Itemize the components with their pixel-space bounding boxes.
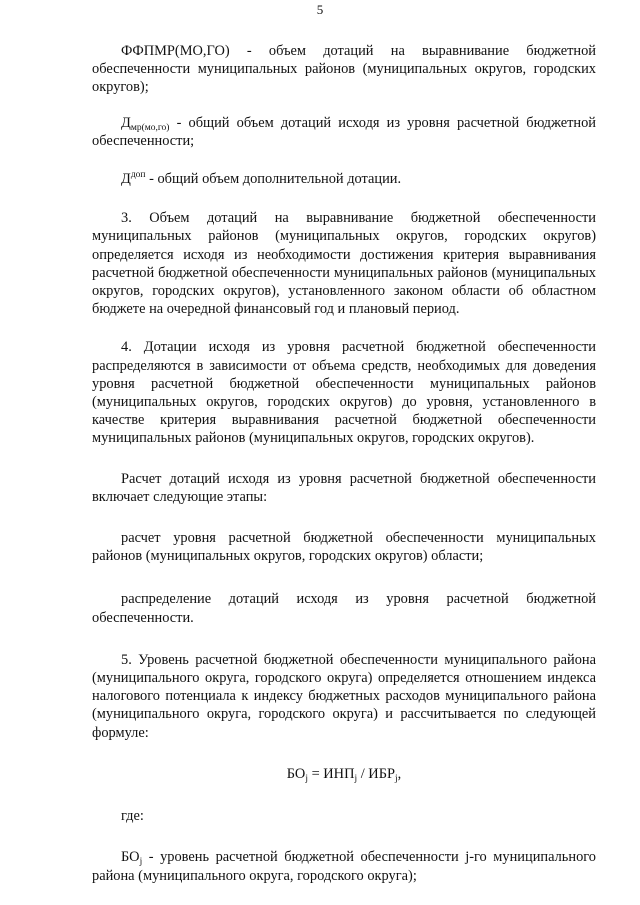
document-body <box>92 42 596 885</box>
paragraph-stage-2: распределение дотаций исходя из уровня расчетной бюджетной обеспеченности. <box>92 591 596 626</box>
term-d: Д <box>121 171 131 188</box>
definition-text: - уровень расчетной бюджетной обеспеченности j-го муниципального района (муниципального округа, городского округа); <box>92 849 596 884</box>
term-d: Д <box>121 114 131 131</box>
term-subscript: мр(мо,го) <box>130 122 170 133</box>
paragraph-bo-definition <box>92 848 596 884</box>
term-bo: БО <box>121 849 140 866</box>
definition-text: - общий объем дотаций исходя из уровня расчетной бюджетной обеспеченности; <box>92 114 596 149</box>
paragraph-calculation-stages: Расчет дотаций исходя из уровня расчетной бюджетной обеспеченности включает следующие этапы: <box>92 470 596 505</box>
formula-bo: $БО_j = ИНП_j / ИБР_j$, <box>286 765 402 784</box>
paragraph-ddop-definition <box>92 170 596 188</box>
term-superscript: доп <box>130 170 146 181</box>
definition-text: - общий объем дополнительной дотации. <box>145 171 402 188</box>
definition-text: - объем дотаций на выравнивание бюджетной обеспеченности муниципальных районов (муниципальных округов, городских округов); <box>92 43 596 96</box>
paragraph-stage-1: расчет уровня расчетной бюджетной обеспеченности муниципальных районов (муниципальных округов, городских округов) области; <box>92 530 596 565</box>
page-number: 5 <box>316 2 324 17</box>
paragraph-4: 4. Дотации исходя из уровня расчетной бюджетной обеспеченности распределяются в зависимости от объема средств, необходимых для доведения уровня расчетной бюджетной обеспеченности муниципальных районов (муниципальных округов, городских округов) до уровня, установленного в качестве критерия выравнивания расчетной бюджетной обеспеченности муниципальных районов (муниципальных округов, городских округов). <box>92 339 596 447</box>
term-ffpmr: ФФПМР(МО,ГО) <box>121 43 230 59</box>
term-subscript: j <box>139 857 143 868</box>
paragraph-5: 5. Уровень расчетной бюджетной обеспеченности муниципального района (муниципального округа, городского округа) определяется отношением индекса налогового потенциала к индексу бюджетных расходов муниципального района (муниципального округа, городского округа) и рассчитывается по следующей формуле: <box>92 651 596 741</box>
paragraph-dmr-definition <box>92 114 596 150</box>
paragraph-where: где: <box>121 808 144 825</box>
paragraph-3: 3. Объем дотаций на выравнивание бюджетной обеспеченности муниципальных районов (муниципальных округов, городских округов) определяется исходя из необходимости достижения критерия выравнивания расчетной бюджетной обеспеченности муниципальных районов (муниципальных округов, городских округов), установленного законом области об областном бюджете на очередной финансовый год и плановый период. <box>92 210 596 318</box>
paragraph-ffpmr-definition <box>92 42 596 97</box>
